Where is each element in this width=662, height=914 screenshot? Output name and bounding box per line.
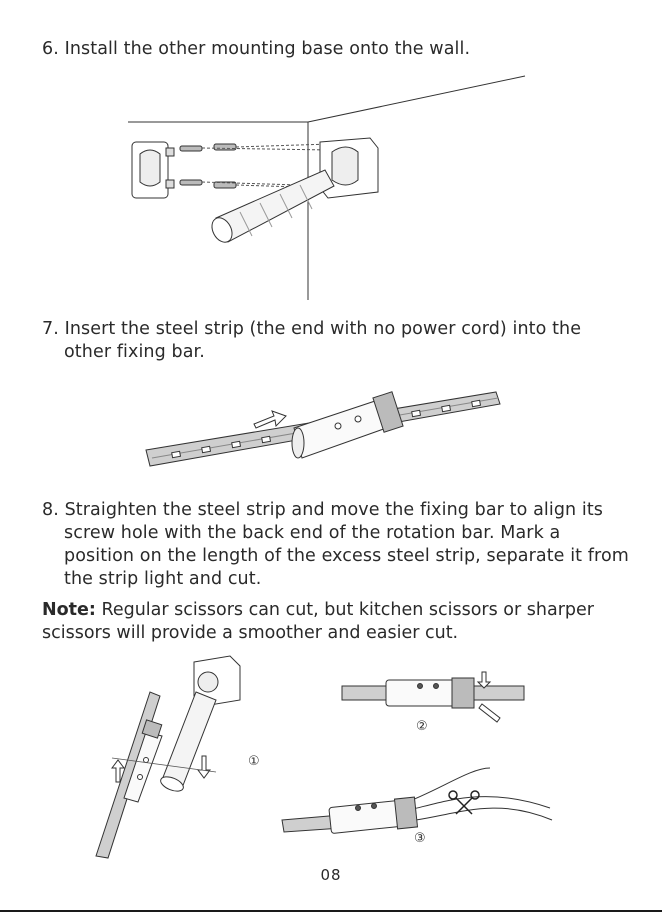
mark-position-illustration bbox=[340, 664, 530, 744]
step-8-text-line-1: Straighten the steel strip and move the fixing bar to align its bbox=[64, 500, 604, 520]
step-7-text-line-1: Insert the steel strip (the end with no power cord) into the bbox=[64, 319, 582, 339]
step-8-number: 8. bbox=[42, 500, 59, 520]
fixing-bar-horizontal bbox=[386, 678, 474, 708]
page-number: 08 bbox=[320, 866, 342, 884]
callout-3: ③ bbox=[414, 831, 426, 846]
step-7-instruction bbox=[42, 318, 581, 364]
align-screw-hole-illustration bbox=[86, 652, 266, 860]
step-8-text-line-4: the strip light and cut. bbox=[64, 569, 262, 589]
step-6-instruction bbox=[42, 38, 470, 61]
note-label: Note: bbox=[42, 600, 96, 620]
steel-strip-insert-illustration bbox=[146, 380, 506, 480]
step-7-text-line-2: other fixing bar. bbox=[64, 342, 205, 362]
note bbox=[42, 599, 642, 645]
step-6-text: Install the other mounting base onto the wall. bbox=[64, 39, 471, 59]
rotation-bar-vertical bbox=[159, 692, 216, 794]
mounting-base-illustration bbox=[120, 70, 540, 305]
step-8-text-line-2: screw hole with the back end of the rotation bar. Mark a bbox=[64, 523, 561, 543]
rotation-bar bbox=[208, 170, 334, 246]
callout-1: ① bbox=[248, 754, 260, 769]
fixing-bar bbox=[292, 392, 403, 458]
step-8-text-line-3: position on the length of the excess steel strip, separate it from bbox=[64, 546, 629, 566]
step-8-instruction bbox=[42, 499, 629, 591]
direction-arrow bbox=[254, 411, 286, 428]
bottom-rule bbox=[0, 910, 662, 912]
cut-strip-illustration bbox=[280, 764, 560, 848]
note-text: Regular scissors can cut, but kitchen scissors or sharper scissors will provide a smoother and easier cut. bbox=[42, 600, 594, 643]
step-7-number: 7. bbox=[42, 319, 59, 339]
step-6-number: 6. bbox=[42, 39, 59, 59]
loose-mounting-base bbox=[132, 142, 174, 198]
fixing-bar-cut bbox=[329, 797, 418, 834]
callout-2: ② bbox=[416, 719, 428, 734]
screws bbox=[180, 144, 236, 188]
